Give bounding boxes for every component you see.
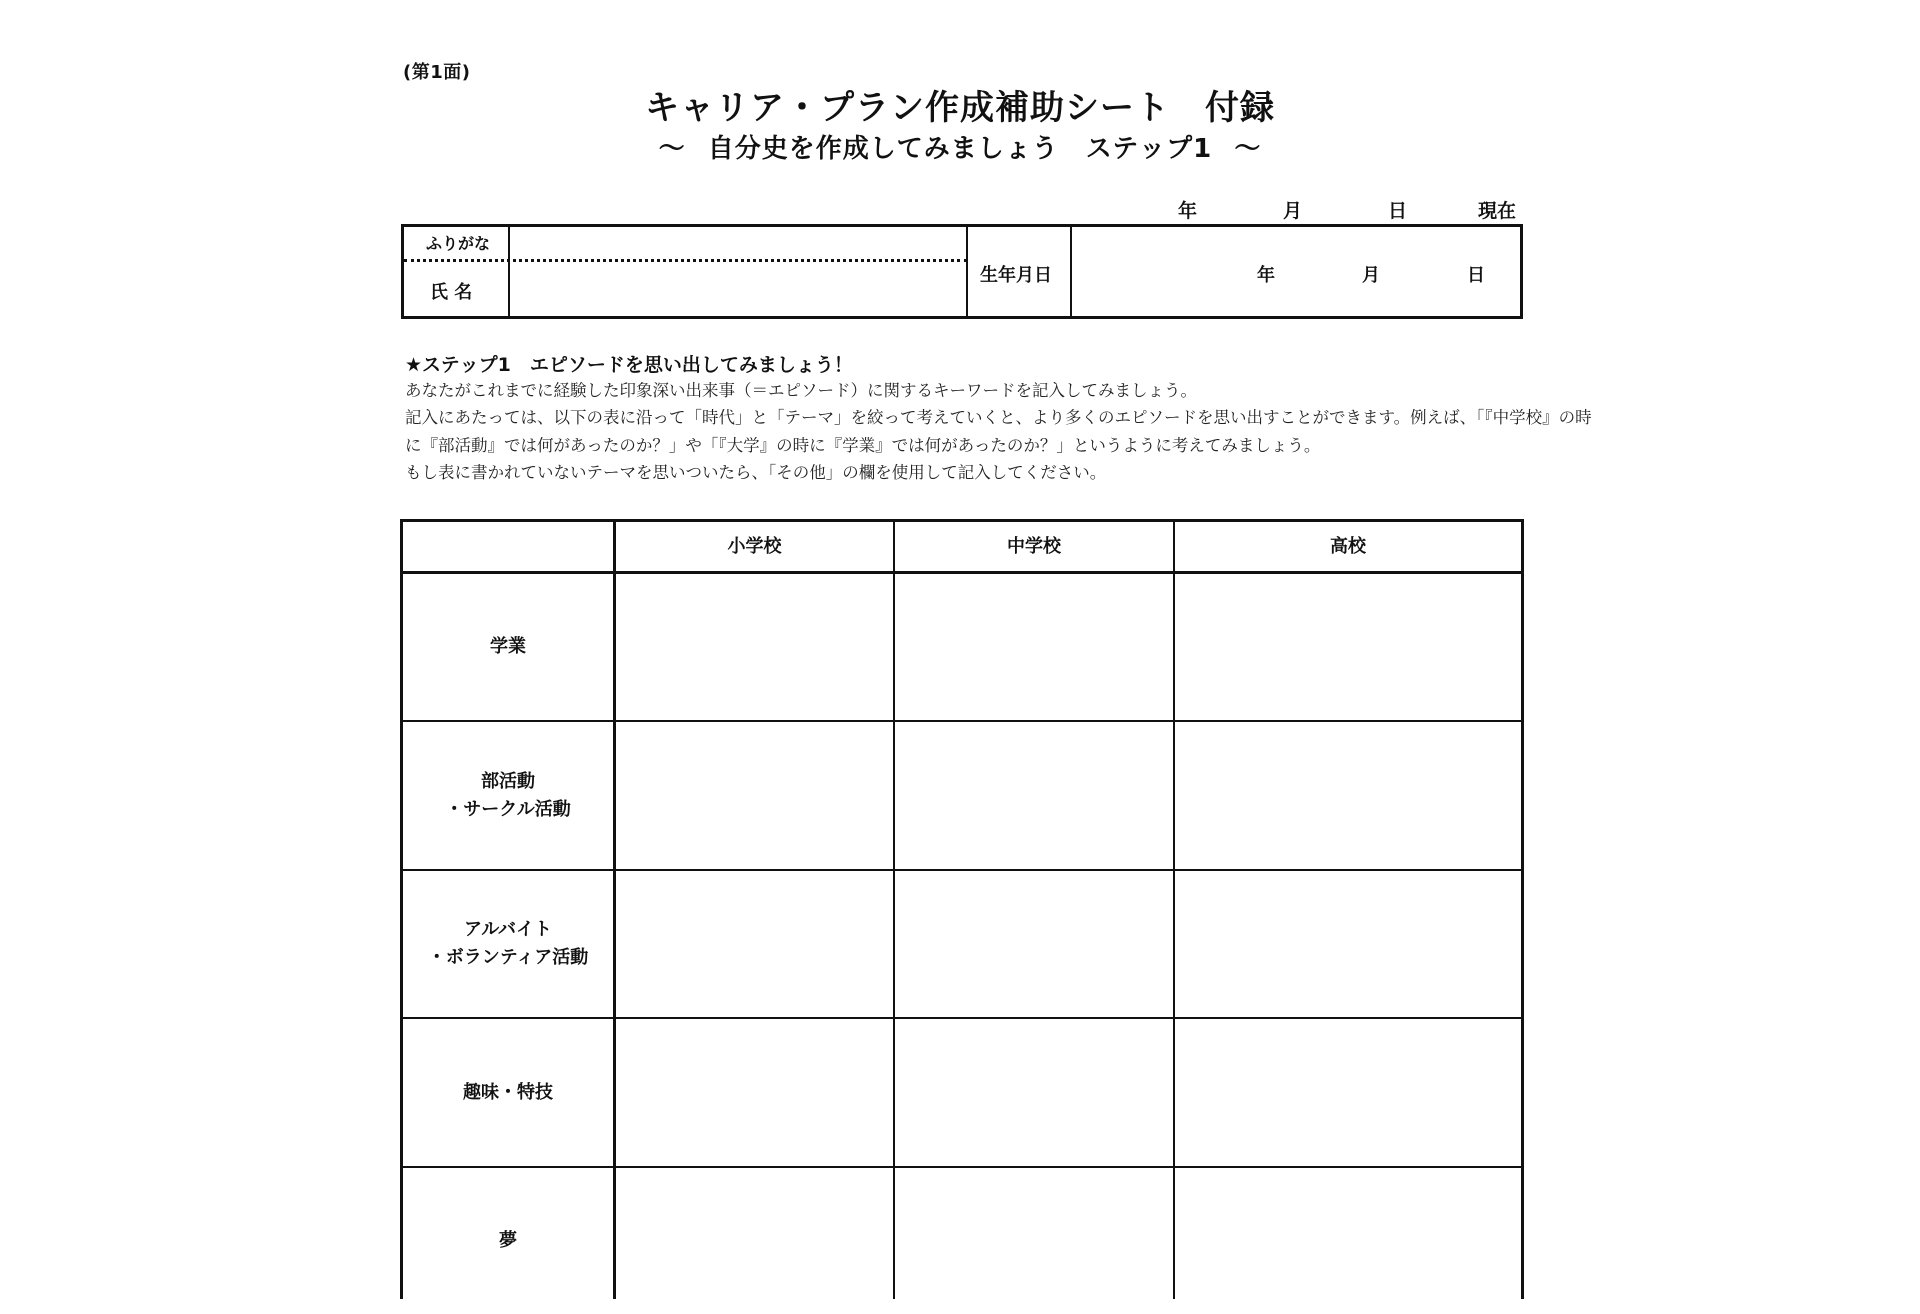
row-header-line: ・サークル活動	[445, 798, 571, 820]
table-cell[interactable]	[1175, 1168, 1521, 1302]
furigana-dotted-line	[404, 259, 967, 262]
table-cell[interactable]	[895, 1168, 1173, 1302]
column-header-junior-high: 中学校	[1007, 536, 1061, 557]
table-cell[interactable]	[895, 1019, 1173, 1166]
table-cell[interactable]	[616, 722, 893, 869]
row-header-line: 趣味・特技	[463, 1081, 553, 1103]
subtitle-text: 自分史を作成してみましょう ステップ1	[707, 134, 1213, 164]
table-cell[interactable]	[1175, 722, 1521, 869]
table-cell[interactable]	[895, 871, 1173, 1017]
page-title: キャリア・プラン作成補助シート 付録	[645, 88, 1275, 128]
birth-month-label: 月	[1362, 265, 1380, 286]
column-header-high-school: 高校	[1330, 536, 1366, 557]
asof-month-label: 月	[1283, 200, 1303, 222]
column-header-elementary: 小学校	[727, 536, 782, 557]
birthdate-label: 生年月日	[980, 265, 1052, 286]
instruction-line: に『部活動』では何があったのか？」や「『大学』の時に『学業』では何があったのか？」というように考えてみましょう。	[405, 436, 1321, 455]
page-label: (第1面)	[403, 62, 471, 83]
name-box	[401, 224, 1523, 319]
name-label: 氏 名	[430, 282, 473, 303]
row-header-line: 学業	[490, 636, 526, 657]
row-header-club-activities	[403, 722, 613, 869]
birth-day-label: 日	[1467, 265, 1485, 286]
table-cell[interactable]	[1175, 574, 1521, 720]
furigana-input[interactable]	[510, 227, 964, 257]
table-cell[interactable]	[1175, 1019, 1521, 1166]
row-header-parttime-volunteer	[403, 871, 613, 1017]
birth-year-label: 年	[1257, 265, 1275, 286]
name-box-divider	[1070, 227, 1072, 316]
furigana-label: ふりがな	[426, 234, 491, 253]
row-header-hobbies-skills	[403, 1019, 613, 1166]
step1-heading: ★ステップ1 エピソードを思い出してみましょう！	[405, 354, 853, 376]
asof-current-label: 現在	[1478, 200, 1517, 222]
table-cell[interactable]	[1175, 871, 1521, 1017]
row-header-line: アルバイト	[463, 919, 553, 940]
name-input[interactable]	[510, 263, 964, 315]
row-header-line: 部活動	[481, 770, 535, 792]
row-header-line: ・ボランティア活動	[427, 947, 589, 968]
table-cell[interactable]	[616, 871, 893, 1017]
asof-year-label: 年	[1178, 200, 1198, 222]
instruction-line: 記入にあたっては、以下の表に沿って「時代」と「テーマ」を絞って考えていくと、より多くのエピソードを思い出すことができます。例えば、「『中学校』の時	[405, 408, 1592, 427]
instruction-line: あなたがこれまでに経験した印象深い出来事（＝エピソード）に関するキーワードを記入してみましょう。	[405, 381, 1197, 400]
row-header-line: 夢	[499, 1230, 517, 1251]
subtitle-tilde-right: ～	[1234, 134, 1262, 164]
page-subtitle	[0, 128, 1920, 165]
table-cell[interactable]	[895, 574, 1173, 720]
table-cell[interactable]	[895, 722, 1173, 869]
row-header-academics	[403, 574, 613, 720]
name-box-divider	[966, 227, 968, 316]
episode-table	[400, 519, 1524, 1299]
instruction-line: もし表に書かれていないテーマを思いついたら、「その他」の欄を使用して記入してください。	[405, 463, 1107, 482]
row-header-dreams	[403, 1168, 613, 1314]
table-cell[interactable]	[616, 574, 893, 720]
asof-day-label: 日	[1388, 200, 1408, 222]
table-cell[interactable]	[616, 1019, 893, 1166]
subtitle-tilde-left: ～	[658, 134, 686, 164]
birthdate-input[interactable]	[1074, 227, 1520, 316]
table-cell[interactable]	[616, 1168, 893, 1302]
